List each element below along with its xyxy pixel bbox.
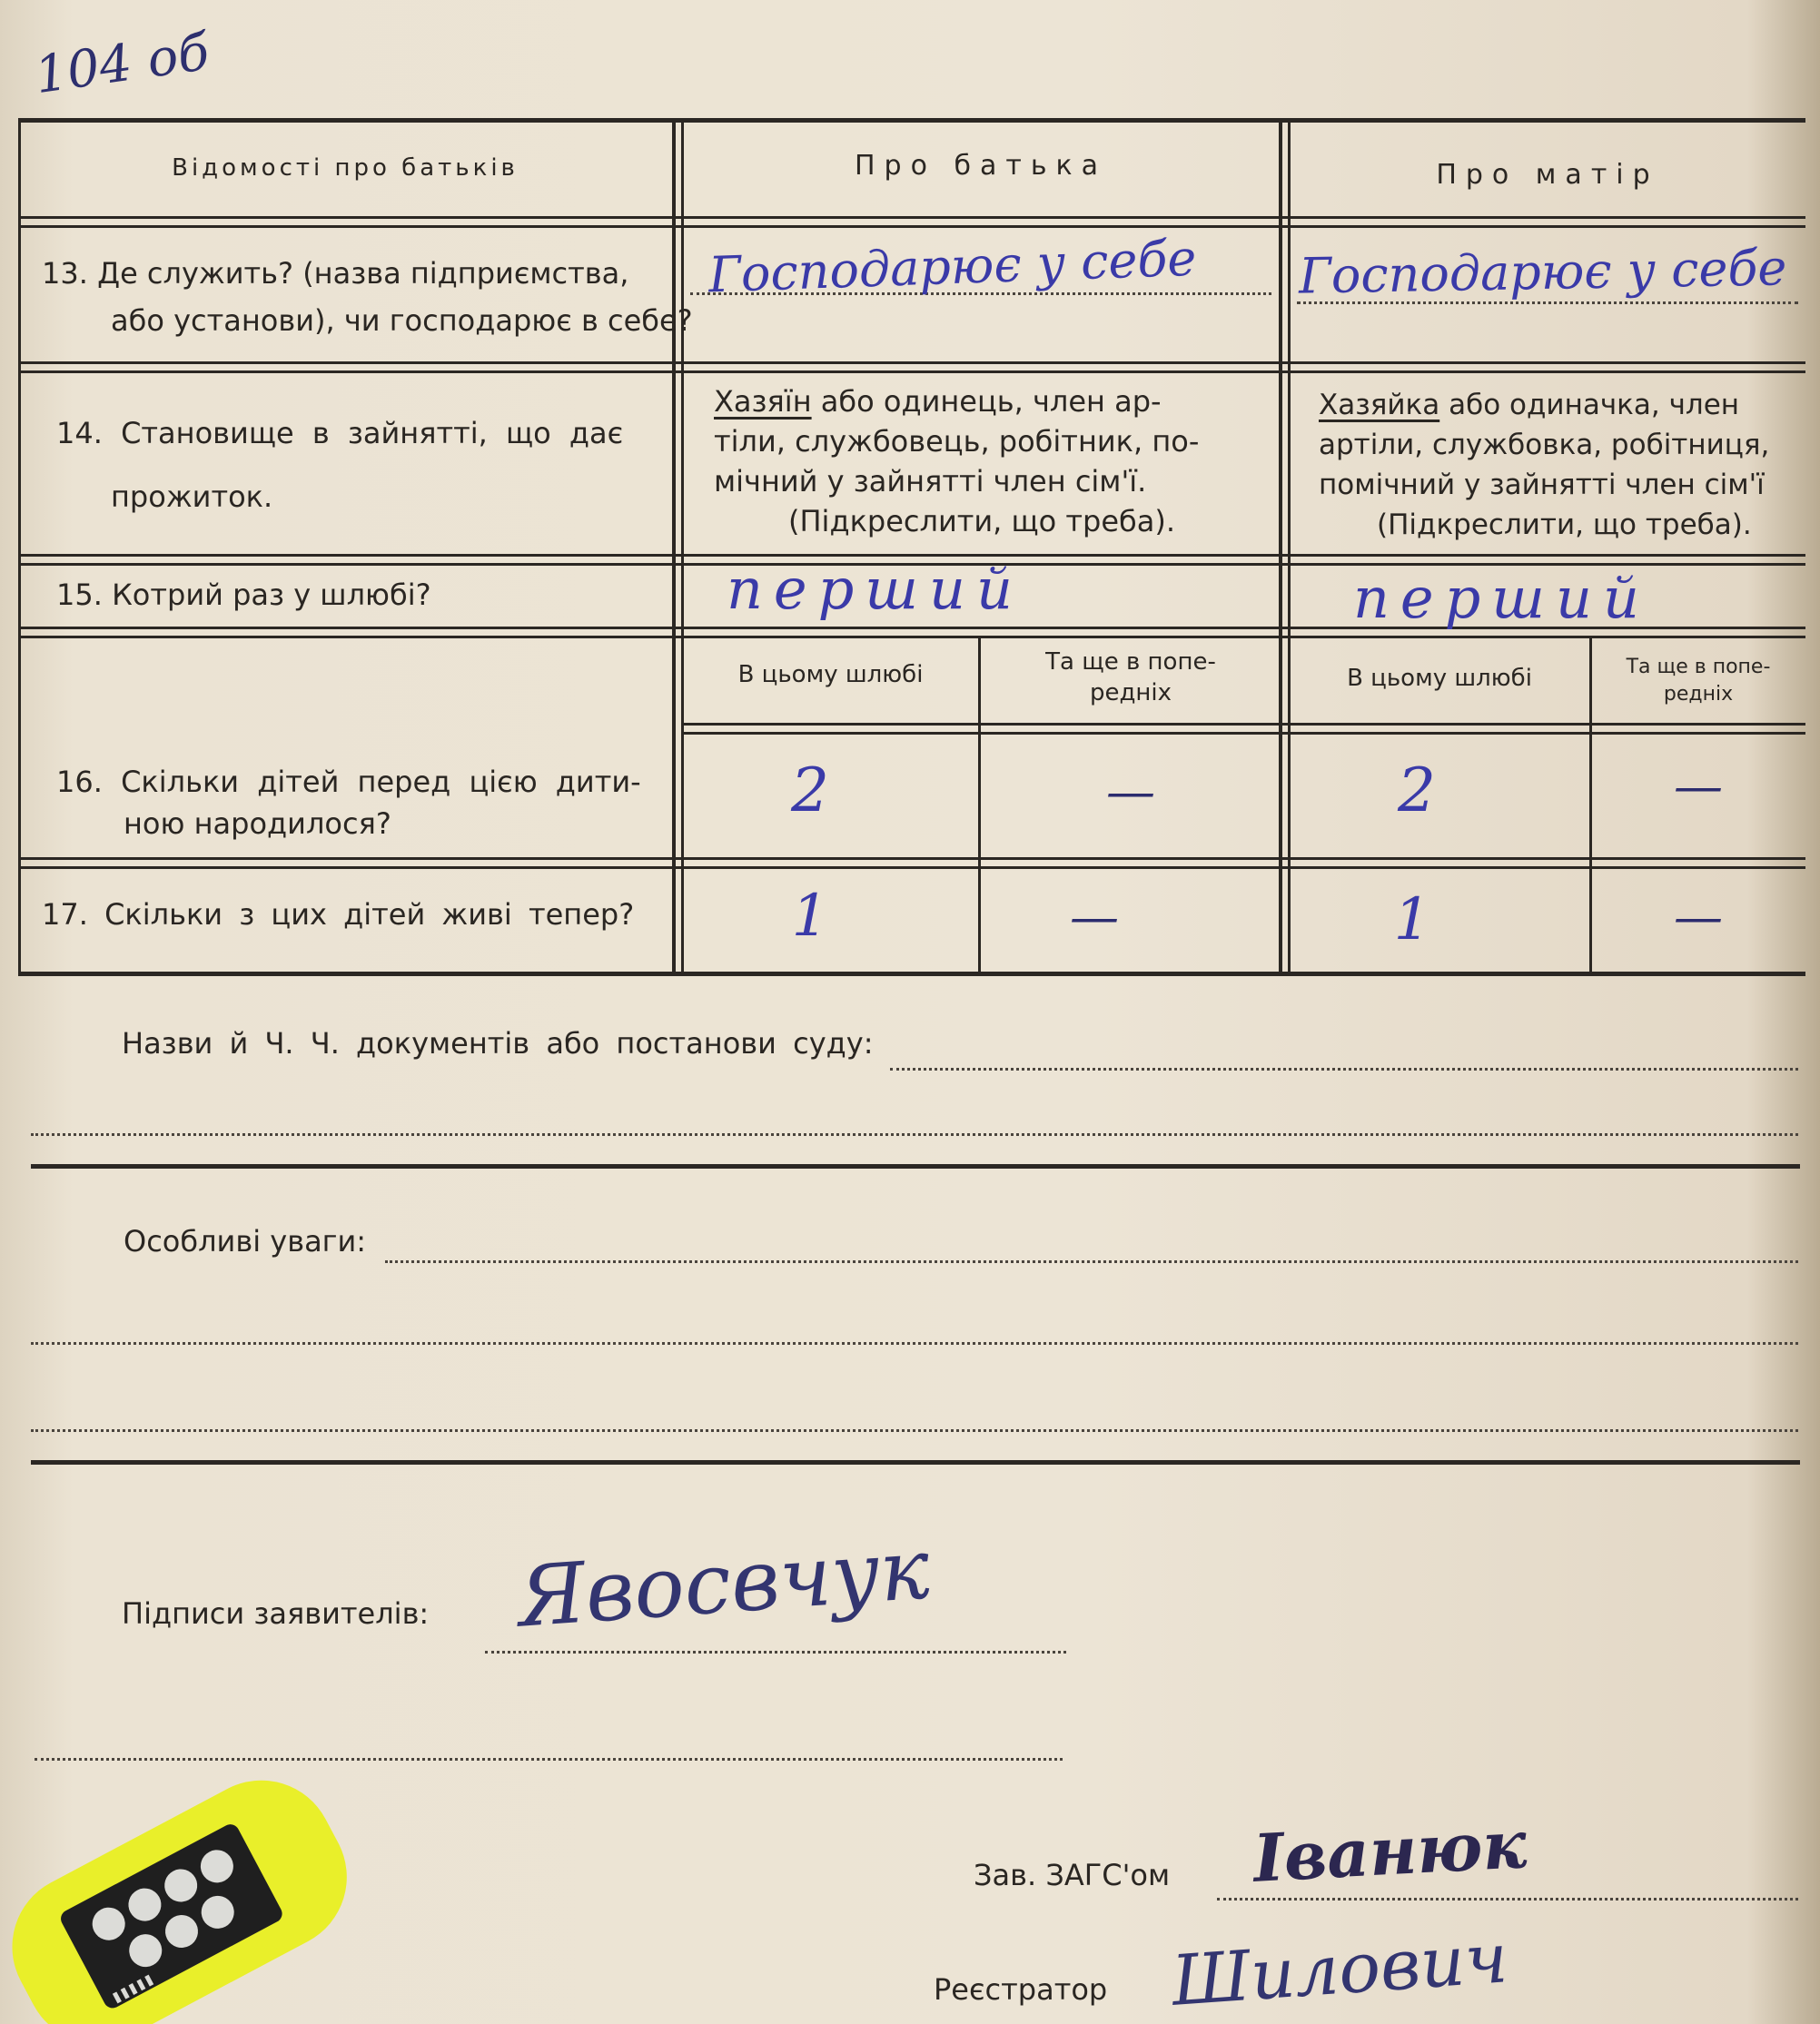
q17-label: 17. Скільки з цих дітей живі тепер? [42, 897, 635, 932]
documents-label: Назви й Ч. Ч. документів або постанови суду: [122, 1026, 874, 1061]
documents-line-1 [890, 1068, 1798, 1071]
remarks-label: Особливі уваги: [124, 1224, 367, 1259]
q13-label-line2: або установи), чи господарює в себе? [111, 303, 693, 338]
signatures-line-1 [485, 1651, 1066, 1654]
q16-mother-previous: — [1674, 757, 1723, 815]
head-label: Зав. ЗАГС'ом [974, 1858, 1171, 1892]
subheader-mother-previous: Та ще в попе- редніх [1626, 656, 1771, 706]
q14-mother-underlined: Хазяйка [1319, 389, 1440, 421]
registrar-signature: Шилович [1169, 1917, 1510, 2021]
q16-father-previous: — [1106, 763, 1155, 820]
q17-mother-this-marriage: 1 [1393, 886, 1431, 953]
head-signature: Іванюк [1251, 1805, 1528, 1897]
q16-label-line1: 16. Скільки дітей перед цією дити- [56, 765, 641, 799]
q16-father-this-marriage: 2 [791, 755, 829, 825]
signatures-label: Підписи заявителів: [122, 1596, 430, 1631]
q17-father-this-marriage: 1 [791, 883, 829, 950]
registrar-label: Реєстратор [934, 1972, 1108, 2007]
remarks-line-2 [31, 1342, 1798, 1345]
header-father: Про батька [854, 150, 1108, 182]
q14-label-line2: прожиток. [111, 479, 273, 514]
applicant-signature: Явосвчук [514, 1520, 934, 1646]
q13-label-line1: 13. Де служить? (назва підприємства, [42, 256, 629, 291]
header-parents-info: Відомості про батьків [172, 154, 519, 182]
documents-line-2 [31, 1133, 1798, 1136]
q14-father-underlined: Хазяїн [714, 384, 812, 419]
q15-father-answer: перший [727, 556, 1024, 622]
q17-father-previous: — [1070, 888, 1119, 945]
remarks-line-3 [31, 1429, 1798, 1432]
q13-mother-answer: Господарює у себе [1298, 239, 1787, 305]
q14-mother-options: Хазяйка або одиначка, член артіли, службовка, робітниця, помічний у зайнятті член сім'ї (Підкреслити, що треба). [1319, 389, 1770, 541]
archive-number: 104 об [31, 22, 213, 106]
yellow-eraser-icon [0, 1771, 381, 2024]
q14-label-line1: 14. Становище в зайнятті, що дає [56, 416, 624, 450]
q15-label: 15. Котрий раз у шлюбі? [56, 578, 431, 612]
signatures-line-2 [35, 1758, 1063, 1761]
head-signature-line [1217, 1898, 1798, 1901]
q15-mother-answer: перший [1353, 565, 1650, 631]
q17-mother-previous: — [1674, 888, 1723, 945]
q16-mother-this-marriage: 2 [1398, 755, 1436, 825]
subheader-mother-this-marriage: В цьому шлюбі [1347, 665, 1532, 692]
subheader-father-previous: Та ще в попе- редніх [1045, 648, 1216, 706]
header-mother: Про матір [1436, 159, 1659, 191]
q13-father-answer: Господарює у себе [707, 229, 1198, 304]
subheader-father-this-marriage: В цьому шлюбі [737, 661, 924, 688]
q16-label-line2: ною народилося? [124, 806, 391, 841]
remarks-line-1 [385, 1260, 1798, 1263]
q14-father-options: Хазяїн або одинець, член ар- тіли, службовець, робітник, по- мічний у зайнятті член сім'ї. (Підкреслити, що треба). [714, 384, 1200, 538]
